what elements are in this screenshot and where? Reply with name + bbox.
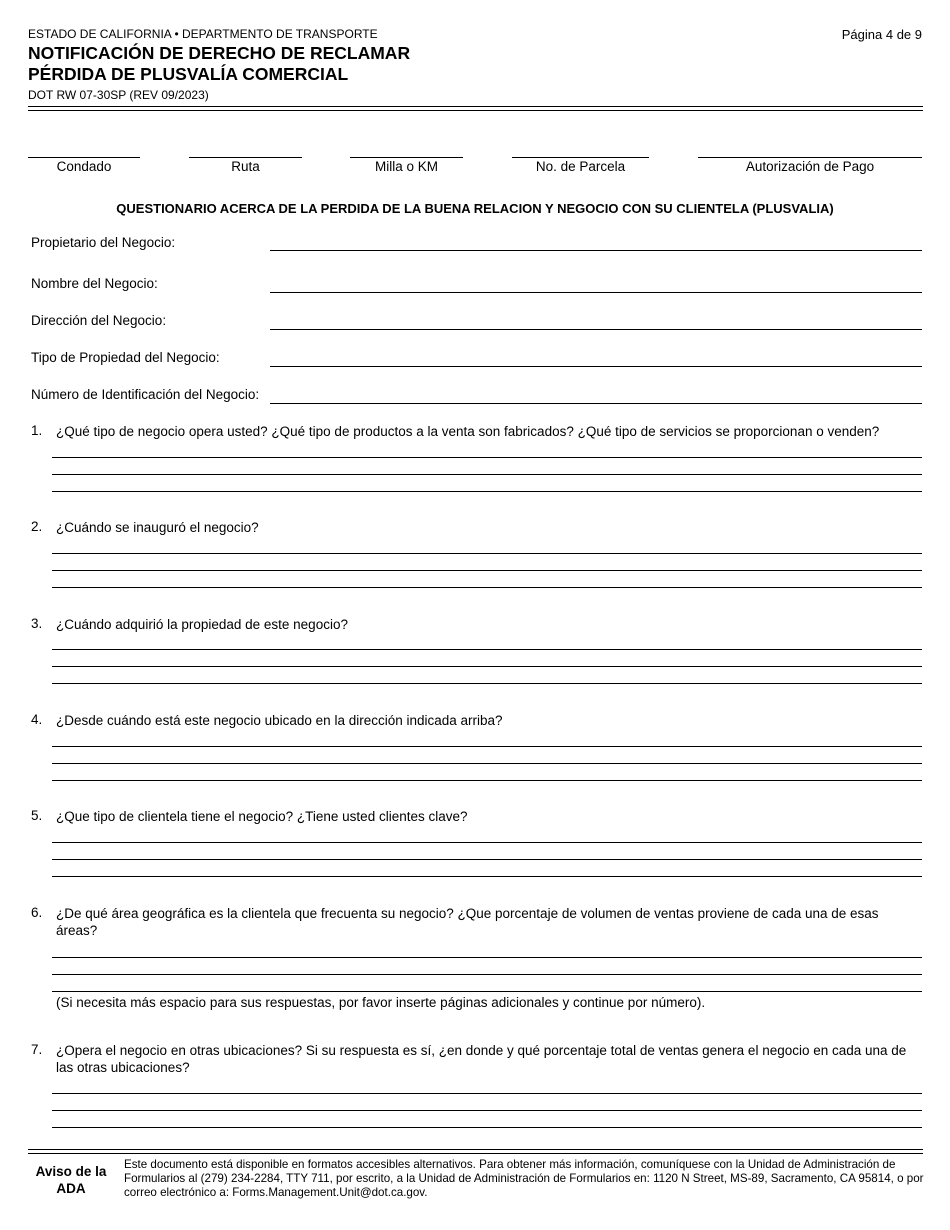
county-label: Condado <box>56 159 112 174</box>
county-field[interactable] <box>28 157 140 174</box>
business-address-label: Dirección del Negocio: <box>31 313 167 328</box>
route-label: Ruta <box>231 159 260 174</box>
question-1-number: 1. <box>31 423 43 438</box>
footer-divider-top <box>28 1149 923 1150</box>
postmile-field[interactable] <box>350 157 463 174</box>
header-divider-top <box>28 106 923 107</box>
parcel-label: No. de Parcela <box>535 159 626 174</box>
business-property-type-label: Tipo de Propiedad del Negocio: <box>31 350 220 365</box>
parcel-field[interactable] <box>512 157 649 174</box>
questionnaire-title: QUESTIONARIO ACERCA DE LA PERDIDA DE LA BUENA RELACION Y NEGOCIO CON SU CLIENTELA (PLUSVALIA) <box>116 201 834 216</box>
question-5-answer-line-1[interactable] <box>52 842 922 843</box>
business-owner-field[interactable] <box>270 250 922 251</box>
question-5-answer-line-2[interactable] <box>52 859 922 860</box>
question-3-number: 3. <box>31 616 43 631</box>
question-4-answer-line-2[interactable] <box>52 763 922 764</box>
form-title-line-1: NOTIFICACIÓN DE DERECHO DE RECLAMAR <box>28 43 411 63</box>
postmile-label: Milla o KM <box>374 159 438 174</box>
question-2-number: 2. <box>31 519 43 534</box>
header-divider-bottom <box>28 110 923 111</box>
business-name-field[interactable] <box>270 292 922 293</box>
question-7-answer-line-3[interactable] <box>52 1127 922 1128</box>
question-4-answer-line-1[interactable] <box>52 746 922 747</box>
question-6-answer-line-1[interactable] <box>52 957 922 958</box>
question-4-answer-line-3[interactable] <box>52 780 922 781</box>
question-6-answer-line-3[interactable] <box>52 991 922 992</box>
question-2-answer-line-1[interactable] <box>52 553 922 554</box>
question-5-number: 5. <box>31 808 43 823</box>
footer-divider-bottom <box>28 1153 923 1154</box>
question-7-answer-line-1[interactable] <box>52 1093 922 1094</box>
question-2-answer-line-3[interactable] <box>52 587 922 588</box>
question-7-text: ¿Opera el negocio en otras ubicaciones? Si su respuesta es sí, ¿en donde y qué porcentaje total de ventas genera el negocio en cada una de las otras ubicaciones? <box>56 1043 907 1075</box>
question-1-answer-line-2[interactable] <box>52 474 922 475</box>
business-id-field[interactable] <box>270 403 922 404</box>
business-address-field[interactable] <box>270 329 922 330</box>
business-property-type-field[interactable] <box>270 366 922 367</box>
question-4-text: ¿Desde cuándo está este negocio ubicado en la dirección indicada arriba? <box>56 713 503 728</box>
question-7-answer-line-2[interactable] <box>52 1110 922 1111</box>
question-1-answer-line-1[interactable] <box>52 457 922 458</box>
question-5-text: ¿Que tipo de clientela tiene el negocio? ¿Tiene usted clientes clave? <box>56 809 468 824</box>
business-id-label: Número de Identificación del Negocio: <box>31 387 260 402</box>
business-name-label: Nombre del Negocio: <box>31 276 158 291</box>
payment-authorization-field[interactable] <box>698 157 922 174</box>
question-3-answer-line-1[interactable] <box>52 649 922 650</box>
ada-notice-text: Este documento está disponible en formatos accesibles alternativos. Para obtener más información, comuníquese con la Unidad de Administración de Formularios al (279) 234-2284, TTY 711, por escrito, a la Unidad de Administración de Formularios en: 1120 N Street, MS-89, Sacramento, CA 95814, o por correo electrónico a: Forms.Management.Unit@dot.ca.gov. <box>124 1158 924 1199</box>
question-1-text: ¿Qué tipo de negocio opera usted? ¿Qué tipo de productos a la venta son fabricados? ¿Qué tipo de servicios se proporcionan o venden? <box>56 424 880 439</box>
payment-authorization-label: Autorización de Pago <box>745 159 875 174</box>
question-3-text: ¿Cuándo adquirió la propiedad de este negocio? <box>56 617 348 632</box>
form-title <box>28 43 410 85</box>
question-7-number: 7. <box>31 1042 43 1057</box>
question-4-number: 4. <box>31 712 43 727</box>
question-6-text: ¿De qué área geográfica es la clientela que frecuenta su negocio? ¿Que porcentaje de volumen de ventas proviene de cada una de esas áreas? <box>56 906 879 938</box>
form-title-line-2: PÉRDIDA DE PLUSVALÍA COMERCIAL <box>28 64 349 84</box>
question-3-answer-line-3[interactable] <box>52 683 922 684</box>
business-owner-label: Propietario del Negocio: <box>31 235 176 250</box>
question-6-number: 6. <box>31 905 43 920</box>
agency-name: ESTADO DE CALIFORNIA • DEPARTMENTO DE TRANSPORTE <box>28 27 378 41</box>
question-1-answer-line-3[interactable] <box>52 491 922 492</box>
question-2-answer-line-2[interactable] <box>52 570 922 571</box>
question-2-text: ¿Cuándo se inauguró el negocio? <box>56 520 259 535</box>
page-number: Página 4 de 9 <box>841 27 922 42</box>
question-5-answer-line-3[interactable] <box>52 876 922 877</box>
question-3-answer-line-2[interactable] <box>52 666 922 667</box>
ada-notice-title: Aviso de la ADA <box>35 1164 107 1196</box>
question-6-answer-line-2[interactable] <box>52 974 922 975</box>
form-number: DOT RW 07-30SP (REV 09/2023) <box>28 88 209 102</box>
route-field[interactable] <box>189 157 302 174</box>
additional-space-note: (Si necesita más espacio para sus respuestas, por favor inserte páginas adicionales y continue por número). <box>56 995 706 1010</box>
